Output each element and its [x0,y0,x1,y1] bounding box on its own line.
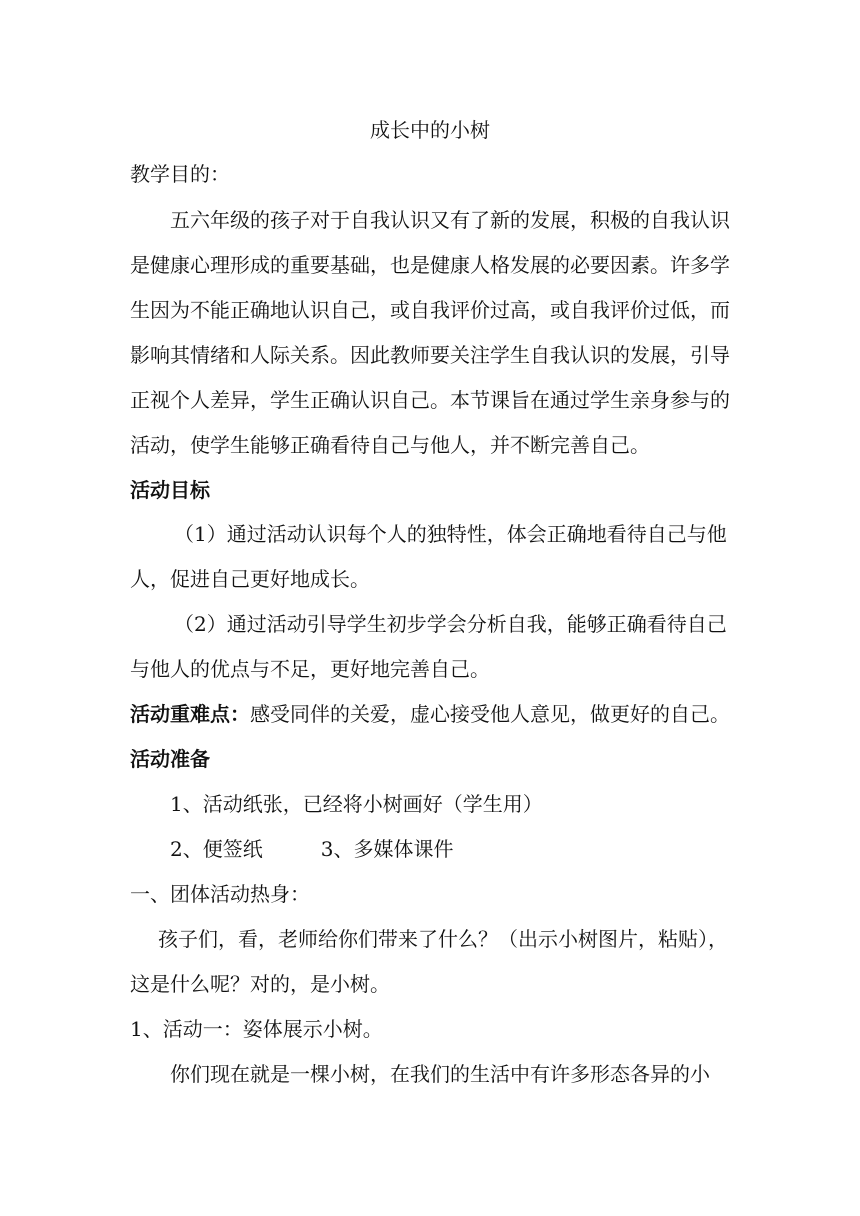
activity-line: 你们现在就是一棵小树，在我们的生活中有许多形态各异的小 [170,1062,710,1086]
key-points-label: 活动重难点： [130,702,250,726]
prep-item: 3、多媒体课件 [320,837,454,861]
activity-heading: 1、活动一：姿体展示小树。 [130,1017,383,1041]
goals-heading: 活动目标 [130,478,210,502]
goal-line: （2）通过活动引导学生初步学会分析自我，能够正确看待自己 [174,612,727,636]
objective-line: 正视个人差异，学生正确认识自己。本节课旨在通过学生亲身参与的 [130,388,730,412]
prep-item: 2、便签纸 [170,837,263,861]
key-points-text: 感受同伴的关爱，虚心接受他人意见，做更好的自己。 [250,702,730,726]
goal-line: 与他人的优点与不足，更好地完善自己。 [130,657,490,681]
objective-heading: 教学目的： [130,162,230,186]
objective-line: 五六年级的孩子对于自我认识又有了新的发展，积极的自我认识 [170,208,730,232]
objective-line: 是健康心理形成的重要基础，也是健康人格发展的必要因素。许多学 [130,253,730,277]
goal-line: 人，促进自己更好地成长。 [130,567,370,591]
section-heading: 一、团体活动热身： [130,882,310,906]
goal-line: （1）通过活动认识每个人的独特性，体会正确地看待自己与他 [174,522,727,546]
document-title: 成长中的小树 [370,118,490,142]
prep-items-row [130,835,780,863]
prep-item: 1、活动纸张，已经将小树画好（学生用） [170,792,543,816]
prep-heading: 活动准备 [130,747,210,771]
warmup-line: 孩子们，看，老师给你们带来了什么？（出示小树图片，粘贴）， [158,927,728,951]
objective-line: 影响其情绪和人际关系。因此教师要关注学生自我认识的发展，引导 [130,343,730,367]
objective-line: 生因为不能正确地认识自己，或自我评价过高，或自我评价过低，而 [130,298,730,322]
key-points-line [130,700,740,728]
warmup-line: 这是什么呢？对的，是小树。 [130,972,390,996]
objective-line: 活动，使学生能够正确看待自己与他人，并不断完善自己。 [130,433,650,457]
